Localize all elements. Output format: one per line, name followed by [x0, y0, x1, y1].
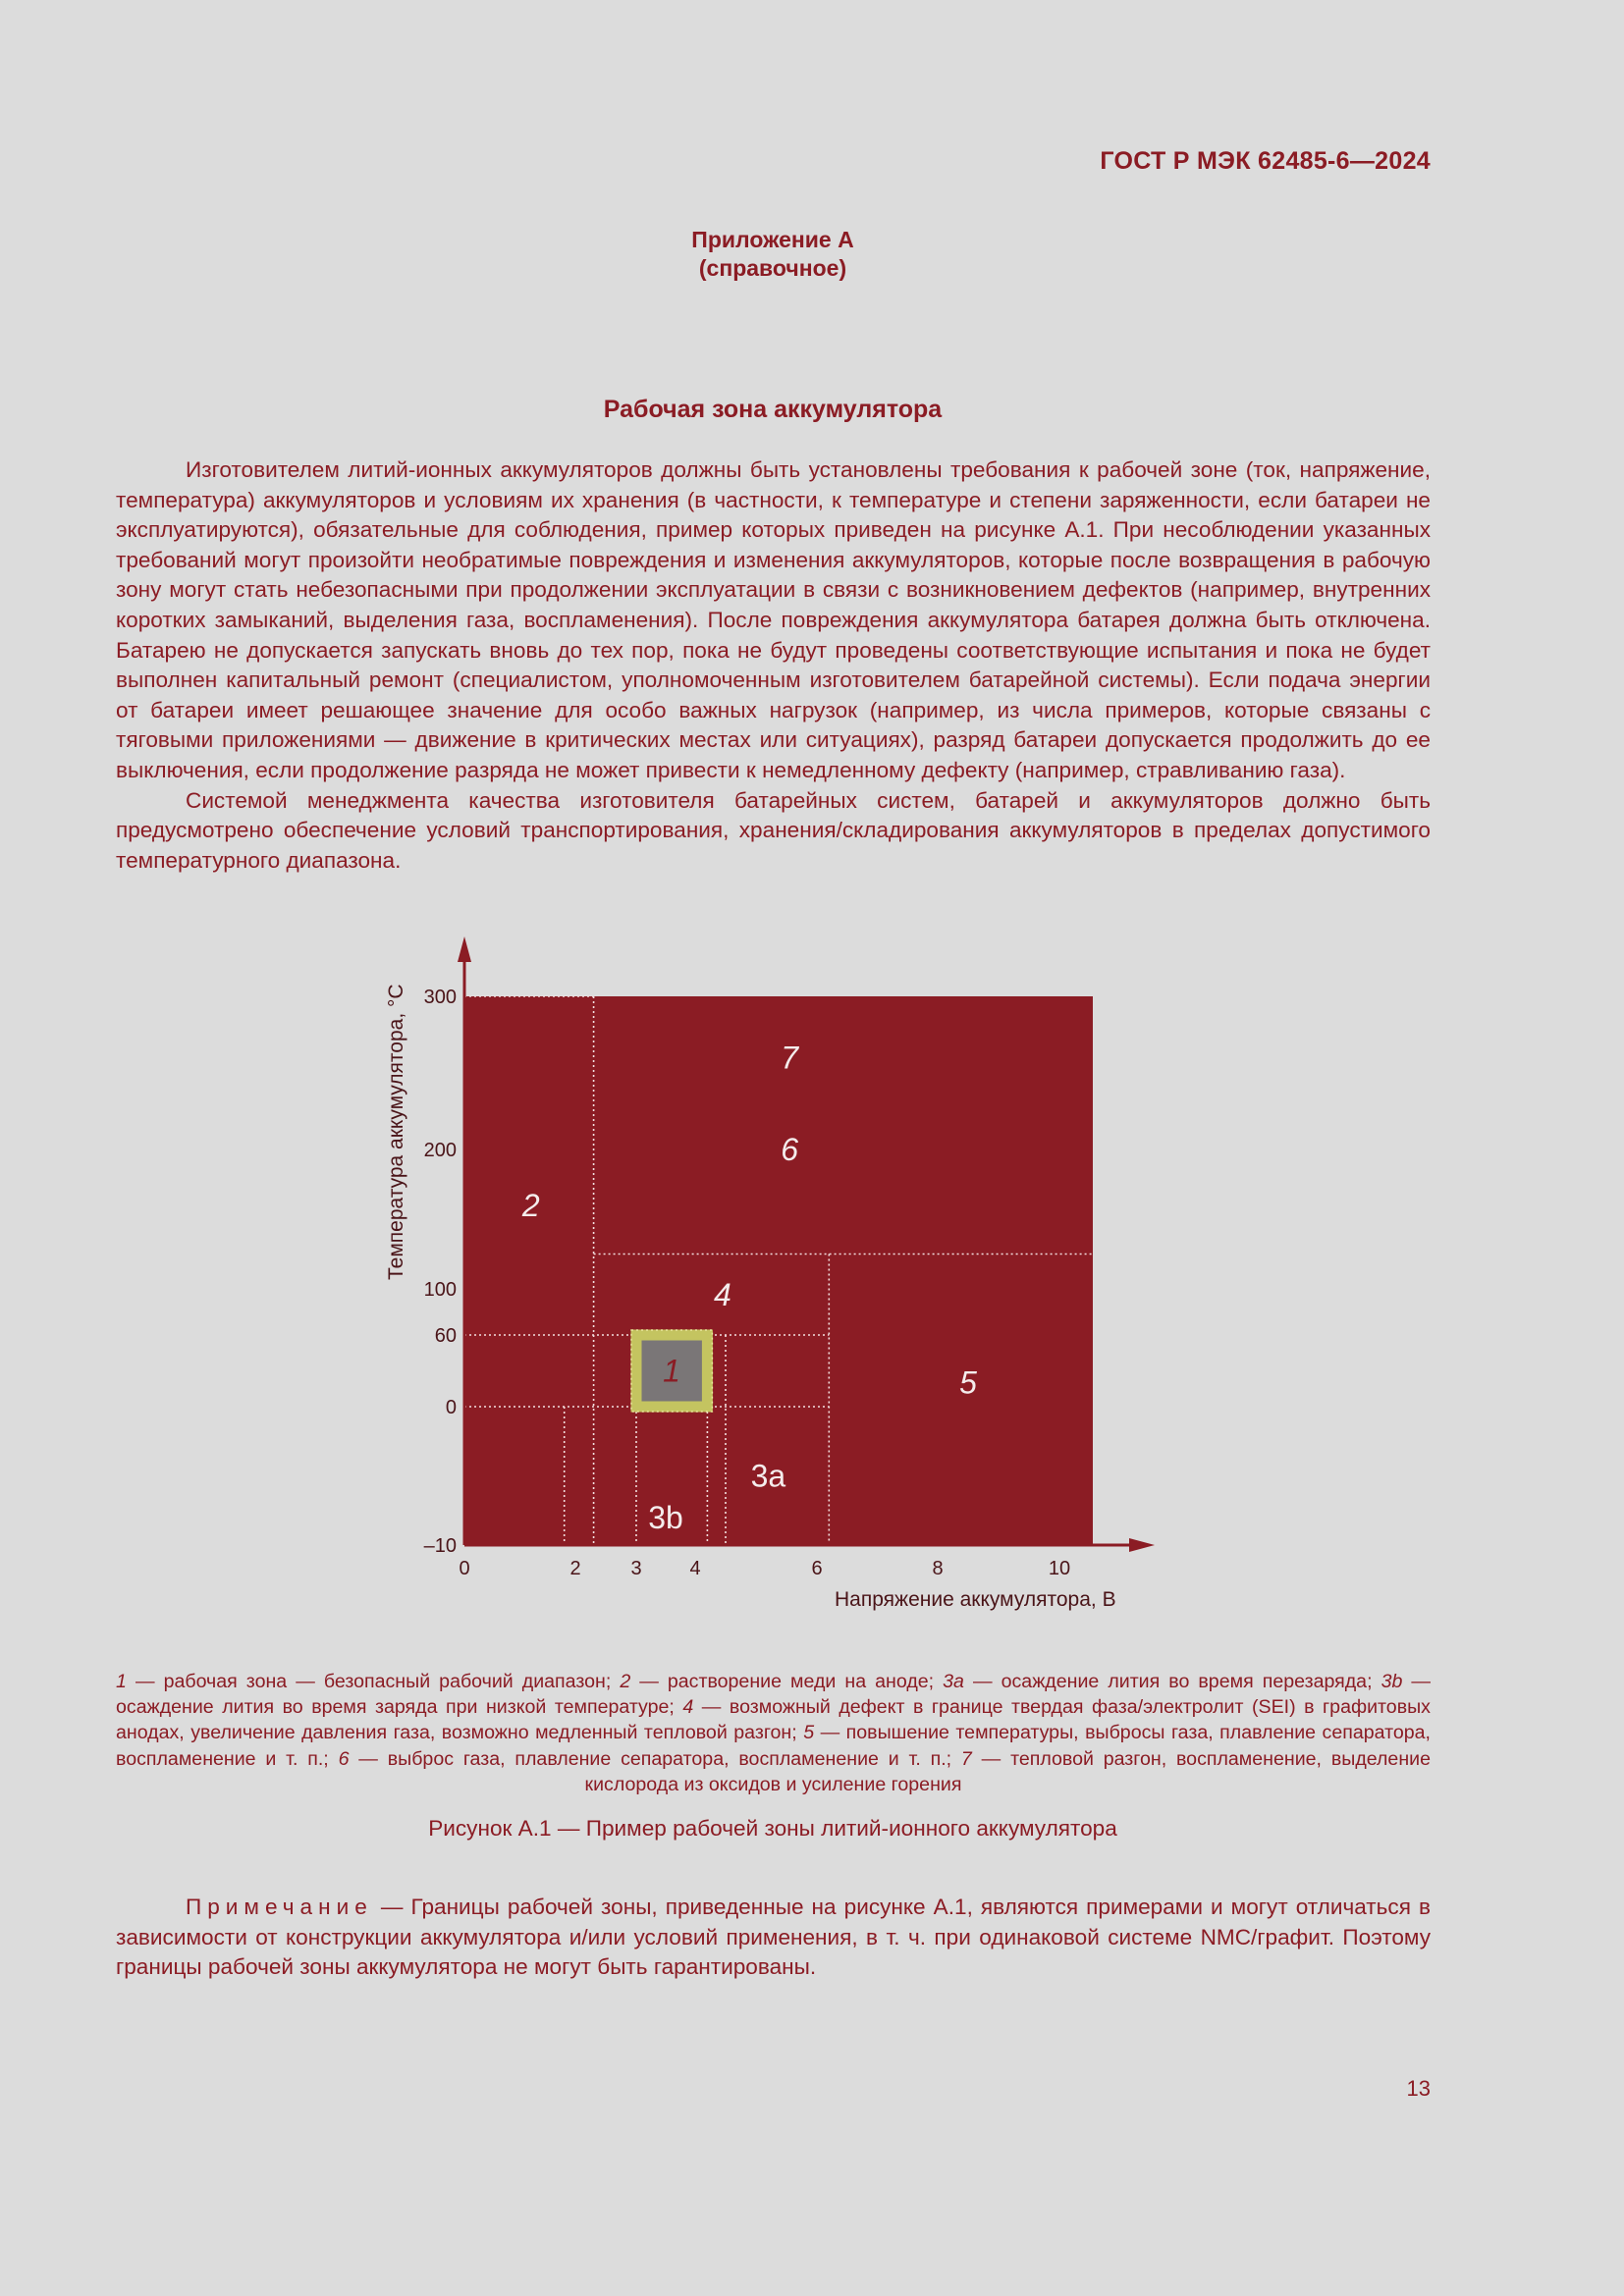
y-tick-label: 100 [423, 1279, 457, 1301]
zone-label: 5 [959, 1364, 977, 1401]
zone-label: 3b [648, 1499, 683, 1535]
y-tick-label: 200 [423, 1140, 457, 1161]
note-label: Примечание [186, 1895, 373, 1919]
page-number: 13 [1406, 2076, 1431, 2101]
legend-item [943, 1671, 1380, 1692]
zone-label: 3a [750, 1458, 786, 1494]
zone-label: 6 [781, 1132, 798, 1167]
standard-id: ГОСТ Р МЭК 62485-6—2024 [1100, 147, 1431, 175]
legend-key: 2 [620, 1671, 631, 1692]
x-tick-label: 8 [932, 1558, 944, 1579]
zone-label: 2 [521, 1187, 540, 1223]
legend-text: — осаждение лития во время заряда при низкой температуре; [116, 1671, 1432, 1719]
legend-key: 3b [1380, 1671, 1403, 1692]
legend-key: 3a [943, 1671, 964, 1692]
note-text: — Границы рабочей зоны, приведенные на рисунке А.1, являются примерами и могут отличаться в зависимости от конструкции аккумулятора и/или условий применения, в т. ч. при одинаковой системе NMC/графит. Поэтому границы рабочей зоны аккумулятора не могут быть гарантированы. [116, 1895, 1431, 1980]
figure-caption: Рисунок А.1 — Пример рабочей зоны литий-ионного аккумулятора [428, 1816, 1117, 1841]
legend-key: 6 [338, 1747, 350, 1770]
y-tick-label: 0 [445, 1397, 457, 1418]
legend-key: 1 [116, 1671, 127, 1692]
legend-text: — рабочая зона — безопасный рабочий диапазон; [126, 1671, 621, 1692]
legend-item [116, 1671, 620, 1692]
section-title: Рабочая зона аккумулятора [603, 396, 943, 423]
x-tick-label: 0 [459, 1558, 470, 1579]
x-axis-arrow [1129, 1538, 1155, 1552]
appendix-subtitle: (справочное) [698, 255, 847, 281]
legend-text: — выброс газа, плавление сепаратора, воспламенение и т. п.; [349, 1747, 961, 1770]
zone-label: 1 [663, 1353, 680, 1389]
y-axis-title: Температура аккумулятора, °C [385, 984, 407, 1280]
x-tick-label: 6 [811, 1558, 823, 1579]
legend-text: — растворение меди на аноде; [630, 1671, 944, 1692]
zone-label: 4 [714, 1276, 731, 1312]
x-tick-label: 4 [689, 1558, 701, 1579]
x-tick-label: 10 [1048, 1558, 1071, 1579]
legend-text: — возможный дефект в границе твердая фаза/электролит (SEI) в графитовых анодах, увеличение давления газа, возможно медленный тепловой разгон; [116, 1696, 1431, 1744]
note [116, 1893, 1431, 1983]
legend-text: — тепловой разгон, воспламенение, выделение кислорода из оксидов и усиление горения [584, 1747, 1431, 1795]
legend-text: — осаждение лития во время перезаряда; [963, 1671, 1381, 1692]
x-axis-title: Напряжение аккумулятора, В [835, 1588, 1116, 1611]
legend-key: 7 [960, 1747, 972, 1770]
legend-key: 4 [682, 1696, 694, 1719]
y-tick-label: –10 [423, 1535, 457, 1557]
body-paragraph: Изготовителем литий-ионных аккумуляторов должны быть установлены требования к рабочей зоне (ток, напряжение, температура) аккумуляторов и условиям их хранения (в частности, к температуре и степени заряженности, если батареи не эксплуатируются), обязательные для соблюдения, пример которых приведен на рисунке А.1. При несоблюдении указанных требований могут произойти необратимые повреждения и изменения аккумуляторов, которые после возвращения в рабочую зону могут стать небезопасными при продолжении эксплуатации в связи с возникновением дефектов (например, внутренних коротких замыканий, выделения газа, воспламенения). После повреждения аккумулятора батарея должна быть отключена. Батарею не допускается запускать вновь до тех пор, пока не будут проведены соответствующие испытания и пока не будет выполнен капитальный ремонт (специалистом, уполномоченным изготовителем батарейной системы). Если подача энергии от батареи имеет решающее значение для особо важных нагрузок (например, из числа примеров, которые связаны с тяговыми приложениями — движение в критических местах или ситуациях), разряд батареи допускается продолжить до ее выключения, если продолжение разряда не может привести к немедленному дефекту (например, стравливанию газа). [116, 457, 1431, 782]
x-tick-label: 3 [630, 1558, 642, 1579]
legend-item [620, 1671, 943, 1692]
figure-legend [116, 1669, 1431, 1797]
legend-key: 5 [803, 1722, 815, 1744]
legend-text: — повышение температуры, выбросы газа, плавление сепаратора, воспламенение и т. п.; [116, 1722, 1431, 1770]
y-tick-label: 60 [434, 1325, 457, 1347]
y-tick-label: 300 [423, 987, 457, 1008]
zone-label: 7 [781, 1040, 798, 1076]
appendix-title: Приложение А [691, 227, 854, 252]
body-paragraph: Системой менеджмента качества изготовителя батарейных систем, батарей и аккумуляторов должно быть предусмотрено обеспечение условий транспортирования, хранения/складирования аккумуляторов в пределах допустимого температурного диапазона. [116, 787, 1431, 873]
y-axis-arrow [458, 936, 471, 962]
x-tick-label: 2 [569, 1558, 581, 1579]
legend-item [339, 1748, 961, 1770]
